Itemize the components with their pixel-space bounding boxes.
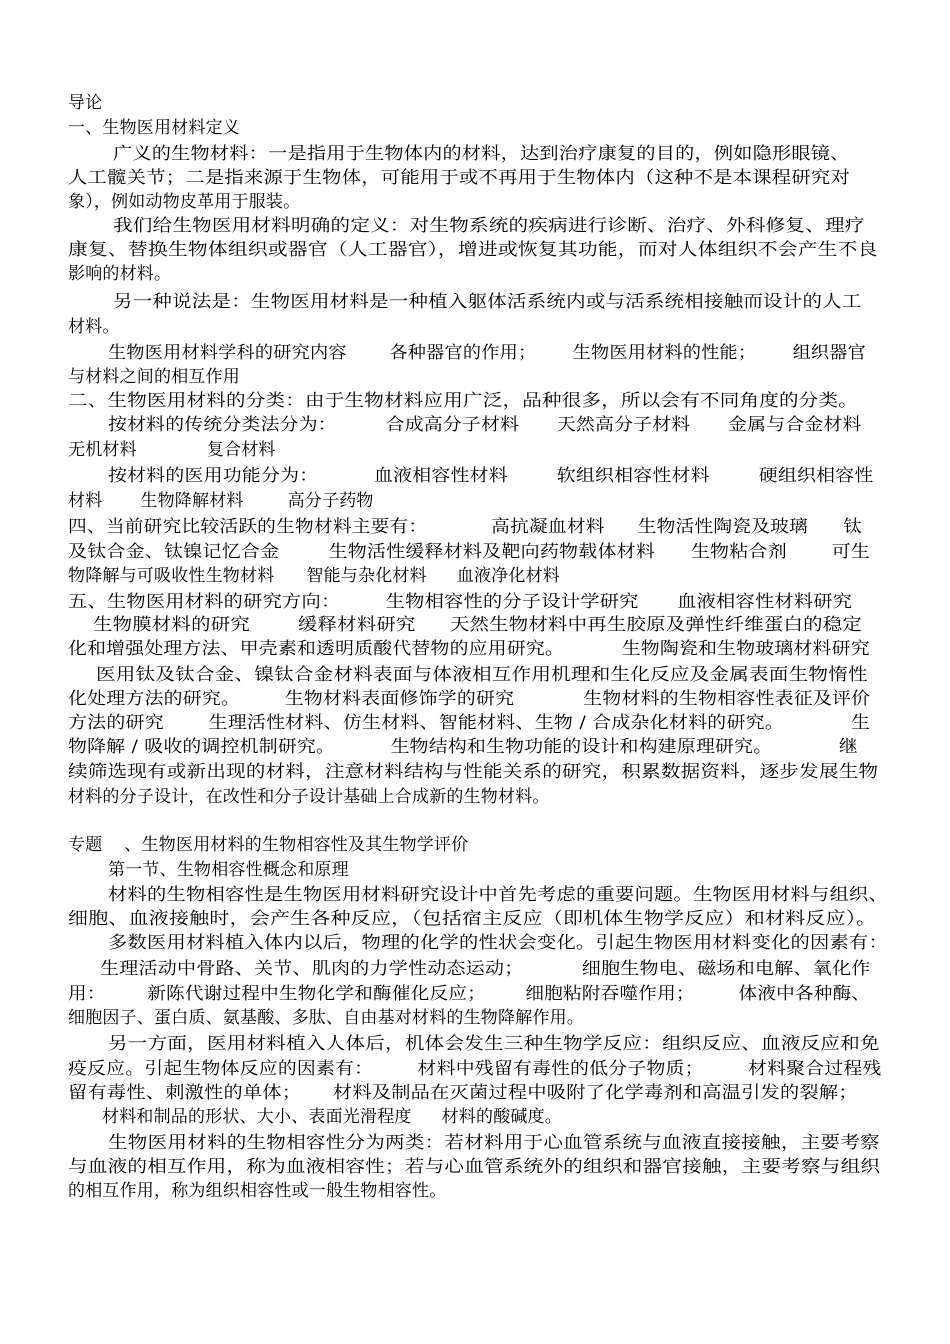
text-segment: 生 <box>850 713 871 733</box>
text-segment: 五、生物医用材料的研究方向： <box>68 592 341 612</box>
text-segment: 生物医用材料学科的研究内容 <box>108 343 347 363</box>
text-segment: 缓释材料研究 <box>297 615 416 635</box>
text-segment: 血液相容性材料 <box>373 466 508 486</box>
text-line: 影响的材料。 <box>68 264 172 284</box>
text-line: 广义的生物材料：一是指用于生物体内的材料，达到治疗康复的目的，例如隐形眼镜、 <box>113 144 850 164</box>
text-line: 多数医用材料植入体内以后，物理的化学的性状会变化。引起生物医用材料变化的因素有： <box>108 933 888 953</box>
text-segment: 用： <box>68 984 106 1004</box>
text-line: 细胞、血液接触时，会产生各种反应，（包括宿主反应（即机体生物学反应）和材料反应）。 <box>68 909 877 929</box>
text-line: 象），例如动物皮革用于服装。 <box>68 192 301 212</box>
text-line <box>108 342 866 364</box>
text-segment: 天然生物材料中再生胶原及弹性纤维蛋白的稳定 <box>449 615 863 635</box>
text-segment: 化处理方法的研究。 <box>68 689 241 709</box>
text-segment: 材料及制品在灭菌过程中吸附了化学毒剂和高温引发的裂解； <box>332 1083 858 1103</box>
text-segment: 留有毒性、刺激性的单体； <box>68 1083 302 1103</box>
text-line <box>100 958 870 980</box>
text-segment: 生物活性陶瓷及玻璃 <box>637 517 808 537</box>
text-line: 续筛选现有或新出现的材料，注意材料结构与性能关系的研究，积累数据资料，逐步发展生物 <box>68 762 879 782</box>
text-segment: 细胞粘附吞噬作用； <box>525 984 695 1004</box>
text-segment: 生物材料的生物相容性表征及评价 <box>583 689 871 709</box>
text-segment: 生物结构和生物功能的设计和构建原理研究。 <box>390 737 773 757</box>
text-segment: 材料中残留有毒性的低分子物质； <box>417 1059 704 1079</box>
text-segment: 细胞生物电、磁场和电解、氧化作 <box>581 959 871 979</box>
text-line: 康复、替换生物体组织或器官（人工器官），增进或恢复其功能，而对人体组织不会产生不良 <box>68 240 878 260</box>
text-segment: 金属与合金材料 <box>728 415 862 435</box>
text-segment: 生理活性材料、仿生材料、智能材料、生物 / 合成杂化材料的研究。 <box>208 713 785 733</box>
text-line: 材料的生物相容性是生物医用材料研究设计中首先考虑的重要问题。生物医用材料与组织、 <box>108 885 888 905</box>
text-segment: 材料的酸碱度。 <box>441 1107 563 1127</box>
text-line: 另一种说法是：生物医用材料是一种植入躯体活系统内或与活系统相接触而设计的人工 <box>113 292 862 312</box>
text-line <box>68 638 870 660</box>
text-segment: 组织器官 <box>792 343 867 363</box>
text-line <box>68 1082 858 1104</box>
text-line: 与血液的相互作用，称为血液相容性；若与心血管系统外的组织和器官接触，主要考察与组织 <box>68 1157 881 1177</box>
text-segment: 血液相容性材料研究 <box>677 592 853 612</box>
text-segment: 各种器官的作用； <box>389 343 537 363</box>
text-segment: 生物活性缓释材料及靶向药物载体材料 <box>328 542 656 562</box>
text-segment: 及钛合金、钛镍记忆合金 <box>68 542 280 562</box>
text-segment: 智能与杂化材料 <box>306 566 427 586</box>
text-segment: 化和增强处理方法、甲壳素和透明质酸代替物的应用研究。 <box>68 639 565 659</box>
text-segment: 血液净化材料 <box>456 566 561 586</box>
text-line: 材料的分子设计，在改性和分子设计基础上合成新的生物材料。 <box>68 787 550 807</box>
text-line <box>68 983 870 1005</box>
text-segment: 软组织相容性材料 <box>556 466 710 486</box>
text-line <box>68 688 870 710</box>
text-segment: 天然高分子材料 <box>556 415 691 435</box>
text-line <box>108 465 873 487</box>
text-segment: 按材料的医用功能分为： <box>108 466 319 486</box>
text-line <box>68 736 858 758</box>
text-line <box>68 541 870 563</box>
text-segment: 硬组织相容性 <box>758 466 874 486</box>
text-segment: 专题 <box>68 835 103 855</box>
text-segment: 生物医用材料的性能； <box>572 343 757 363</box>
text-line: 另一方面，医用材料植入人体后，机体会发生三种生物学反应：组织反应、血液反应和免 <box>108 1034 880 1054</box>
text-line <box>102 1106 562 1128</box>
text-segment: 物降解 / 吸收的调控机制研究。 <box>68 737 336 757</box>
text-segment: 方法的研究 <box>68 713 164 733</box>
text-line: 导论 <box>68 93 103 113</box>
text-segment: 生物降解材料 <box>140 491 244 511</box>
text-line: 二、生物医用材料的分类：由于生物材料应用广泛，品种很多，所以会有不同角度的分类。 <box>68 391 858 411</box>
text-segment: 按材料的传统分类法分为： <box>108 415 337 435</box>
text-line <box>108 414 862 436</box>
text-line <box>68 439 276 461</box>
text-segment: 生物相容性的分子设计学研究 <box>385 592 639 612</box>
text-segment: 可生 <box>831 542 871 562</box>
text-segment: 物降解与可吸收性生物材料 <box>68 566 275 586</box>
text-segment: 生物陶瓷和生物玻璃材料研究 <box>621 639 870 659</box>
text-segment: 生理活动中骨路、关节、肌肉的力学性动态运动； <box>100 959 524 979</box>
text-segment: 继 <box>838 737 858 757</box>
text-line: 第一节、生物相容性概念和原理 <box>108 860 349 880</box>
text-segment: 复合材料 <box>206 440 276 460</box>
text-segment: 无机材料 <box>68 440 137 460</box>
text-line: 细胞因子、蛋白质、氨基酸、多肽、自由基对材料的生物降解作用。 <box>68 1008 584 1028</box>
text-segment: 生物膜材料的研究 <box>93 615 251 635</box>
text-line <box>68 490 374 512</box>
text-line: 与材料之间的相互作用 <box>68 367 240 387</box>
text-line: 我们给生物医用材料明确的定义：对生物系统的疾病进行诊断、治疗、外科修复、理疗 <box>113 216 865 236</box>
text-line: 生物医用材料的生物相容性分为两类：若材料用于心血管系统与血液直接接触，主要考察 <box>108 1133 880 1153</box>
text-line <box>68 834 468 856</box>
text-line: 一、生物医用材料定义 <box>68 118 240 138</box>
text-line: 人工髋关节；二是指来源于生物体，可能用于或不再用于生物体内（这种不是本课程研究对 <box>68 168 850 188</box>
text-segment: 生物材料表面修饰学的研究 <box>284 689 515 709</box>
text-segment: 钛 <box>843 517 863 537</box>
text-line <box>68 591 852 613</box>
text-segment: 材料聚合过程残 <box>748 1059 882 1079</box>
text-line <box>68 712 870 734</box>
text-segment: 高抗凝血材料 <box>491 517 605 537</box>
text-line: 的相互作用，称为组织相容性或一般生物相容性。 <box>68 1181 447 1201</box>
text-segment: 合成高分子材料 <box>385 415 520 435</box>
text-segment: 高分子药物 <box>287 491 374 511</box>
text-line <box>93 614 862 636</box>
text-segment: 疫反应。引起生物体反应的因素有： <box>68 1059 374 1079</box>
text-segment: 体液中各种酶、 <box>738 984 871 1004</box>
text-segment: 材料 <box>68 491 103 511</box>
text-segment: 四、当前研究比较活跃的生物材料主要有： <box>68 517 428 537</box>
text-segment: 新陈代谢过程中生物化学和酶催化反应； <box>147 984 486 1004</box>
text-segment: 材料和制品的形状、大小、表面光滑程度 <box>102 1107 412 1127</box>
text-line <box>68 565 560 587</box>
text-line <box>68 516 862 538</box>
text-segment: 生物粘合剂 <box>690 542 787 562</box>
text-line <box>68 1058 882 1080</box>
text-segment: 、生物医用材料的生物相容性及其生物学评价 <box>124 835 469 855</box>
text-line: 医用钛及钛合金、镍钛合金材料表面与体液相互作用机理和生化反应及金属表面生物惰性 <box>96 665 868 685</box>
text-line: 材料。 <box>68 317 120 337</box>
